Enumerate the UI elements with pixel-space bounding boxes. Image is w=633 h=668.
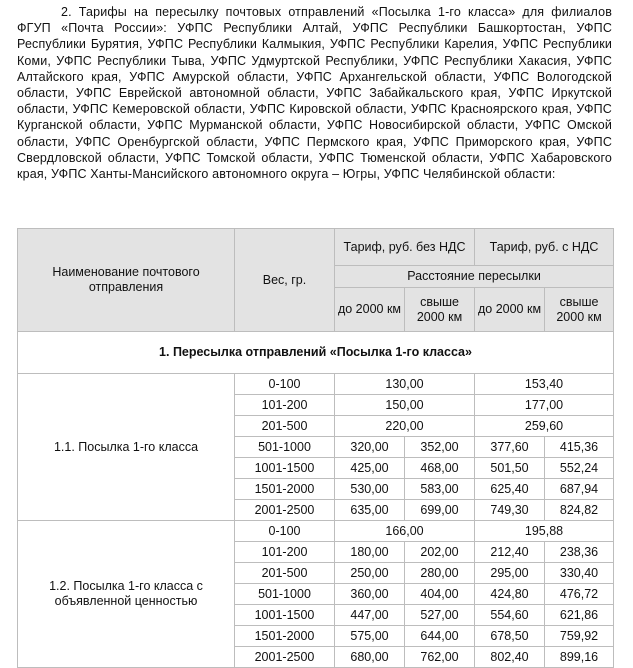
tariff-over-vat-cell: 415,36 <box>545 437 614 458</box>
tariff-over-vat-cell: 552,24 <box>545 458 614 479</box>
tariff-upto-no-vat-cell: 447,00 <box>335 605 405 626</box>
header-over-2000-vat: свыше 2000 км <box>545 288 614 332</box>
tariff-over-no-vat-cell: 644,00 <box>405 626 475 647</box>
tariff-upto-vat-cell: 554,60 <box>475 605 545 626</box>
weight-cell: 1001-1500 <box>235 458 335 479</box>
weight-cell: 0-100 <box>235 521 335 542</box>
tariff-upto-vat-cell: 678,50 <box>475 626 545 647</box>
tariff-upto-no-vat-cell: 360,00 <box>335 584 405 605</box>
tariff-upto-vat-cell: 377,60 <box>475 437 545 458</box>
weight-cell: 201-500 <box>235 563 335 584</box>
tariff-over-no-vat-cell: 352,00 <box>405 437 475 458</box>
tariff-upto-vat-cell: 749,30 <box>475 500 545 521</box>
tariff-over-vat-cell: 824,82 <box>545 500 614 521</box>
tariff-over-no-vat-cell: 280,00 <box>405 563 475 584</box>
weight-cell: 101-200 <box>235 542 335 563</box>
header-distance: Расстояние пересылки <box>335 266 614 288</box>
tariff-over-no-vat-cell: 583,00 <box>405 479 475 500</box>
table-row <box>18 374 614 395</box>
tariff-no-vat-cell: 130,00 <box>335 374 475 395</box>
tariff-vat-cell: 195,88 <box>475 521 614 542</box>
tariff-vat-cell: 259,60 <box>475 416 614 437</box>
tariff-over-no-vat-cell: 699,00 <box>405 500 475 521</box>
tariff-upto-no-vat-cell: 425,00 <box>335 458 405 479</box>
tariff-over-vat-cell: 238,36 <box>545 542 614 563</box>
tariff-over-vat-cell: 621,86 <box>545 605 614 626</box>
tariff-over-no-vat-cell: 468,00 <box>405 458 475 479</box>
weight-cell: 2001-2500 <box>235 647 335 668</box>
group-name: 1.1. Посылка 1-го класса <box>18 374 235 521</box>
tariff-table <box>17 228 614 668</box>
tariff-over-vat-cell: 330,40 <box>545 563 614 584</box>
intro-paragraph: 2. Тарифы на пересылку почтовых отправлений «Посылка 1-го класса» для филиалов ФГУП «Почта России»: УФПС Республики Алтай, УФПС Республики Башкортостан, УФПС Республики Бурятия, УФПС Республики Калмыкия, УФПС Республики Карелия, УФПС Республики Коми, УФПС Республики Тыва, УФПС Удмуртской Республики, УФПС Республики Хакасия, УФПС Алтайского края, УФПС Амурской области, УФПС Архангельской области, УФПС Вологодской области, УФПС Еврейской автономной области, УФПС Забайкальского края, УФПС Иркутской области, УФПС Кемеровской области, УФПС Кировской области, УФПС Красноярского края, УФПС Курганской области, УФПС Мурманской области, УФПС Новосибирской области, УФПС Омской области, УФПС Оренбургской области, УФПС Пермского края, УФПС Приморского края, УФПС Свердловской области, УФПС Томской области, УФПС Тюменской области, УФПС Хабаровского края, УФПС Ханты-Мансийского автономного округа – Югры, УФПС Челябинской области: <box>17 5 612 182</box>
header-upto-2000-vat: до 2000 км <box>475 288 545 332</box>
tariff-over-vat-cell: 899,16 <box>545 647 614 668</box>
tariff-over-vat-cell: 759,92 <box>545 626 614 647</box>
tariff-over-vat-cell: 476,72 <box>545 584 614 605</box>
tariff-over-no-vat-cell: 762,00 <box>405 647 475 668</box>
header-over-2000-no-vat: свыше 2000 км <box>405 288 475 332</box>
section-title: 1. Пересылка отправлений «Посылка 1-го класса» <box>18 332 614 374</box>
tariff-vat-cell: 177,00 <box>475 395 614 416</box>
group-name: 1.2. Посылка 1-го класса с объявленной ценностью <box>18 521 235 668</box>
tariff-over-no-vat-cell: 202,00 <box>405 542 475 563</box>
tariff-upto-vat-cell: 212,40 <box>475 542 545 563</box>
tariff-upto-vat-cell: 501,50 <box>475 458 545 479</box>
tariff-upto-no-vat-cell: 180,00 <box>335 542 405 563</box>
weight-cell: 2001-2500 <box>235 500 335 521</box>
tariff-upto-no-vat-cell: 635,00 <box>335 500 405 521</box>
header-weight: Вес, гр. <box>235 229 335 332</box>
table-row <box>18 521 614 542</box>
tariff-upto-vat-cell: 424,80 <box>475 584 545 605</box>
weight-cell: 1501-2000 <box>235 626 335 647</box>
header-upto-2000-no-vat: до 2000 км <box>335 288 405 332</box>
tariff-no-vat-cell: 166,00 <box>335 521 475 542</box>
tariff-upto-no-vat-cell: 250,00 <box>335 563 405 584</box>
weight-cell: 501-1000 <box>235 584 335 605</box>
tariff-upto-no-vat-cell: 680,00 <box>335 647 405 668</box>
tariff-upto-vat-cell: 802,40 <box>475 647 545 668</box>
tariff-upto-no-vat-cell: 530,00 <box>335 479 405 500</box>
tariff-over-no-vat-cell: 404,00 <box>405 584 475 605</box>
tariff-over-no-vat-cell: 527,00 <box>405 605 475 626</box>
tariff-over-vat-cell: 687,94 <box>545 479 614 500</box>
tariff-upto-vat-cell: 295,00 <box>475 563 545 584</box>
weight-cell: 501-1000 <box>235 437 335 458</box>
weight-cell: 1501-2000 <box>235 479 335 500</box>
header-tariff-vat: Тариф, руб. с НДС <box>475 229 614 266</box>
header-tariff-no-vat: Тариф, руб. без НДС <box>335 229 475 266</box>
weight-cell: 0-100 <box>235 374 335 395</box>
weight-cell: 101-200 <box>235 395 335 416</box>
tariff-upto-vat-cell: 625,40 <box>475 479 545 500</box>
tariff-no-vat-cell: 150,00 <box>335 395 475 416</box>
weight-cell: 201-500 <box>235 416 335 437</box>
tariff-no-vat-cell: 220,00 <box>335 416 475 437</box>
tariff-upto-no-vat-cell: 575,00 <box>335 626 405 647</box>
tariff-vat-cell: 153,40 <box>475 374 614 395</box>
weight-cell: 1001-1500 <box>235 605 335 626</box>
header-name: Наименование почтового отправления <box>18 229 235 332</box>
tariff-upto-no-vat-cell: 320,00 <box>335 437 405 458</box>
